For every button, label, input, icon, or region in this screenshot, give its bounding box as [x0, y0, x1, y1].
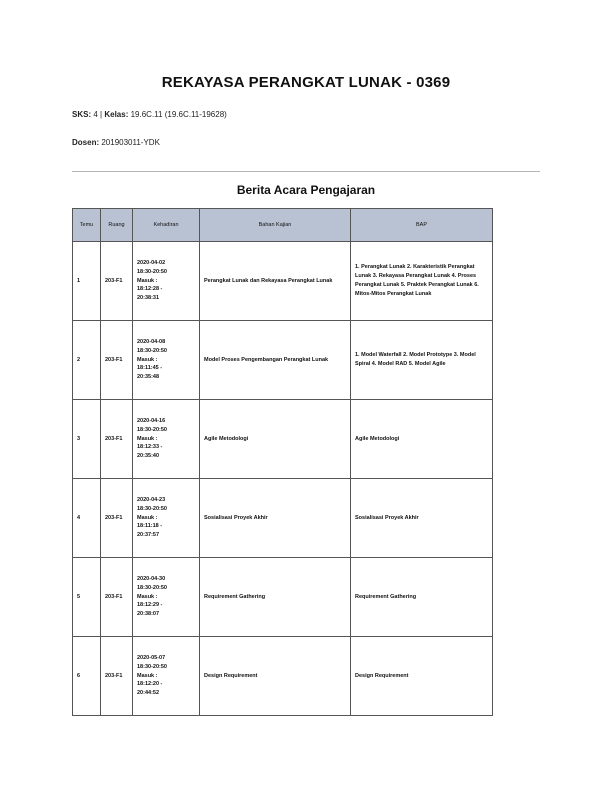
kehadiran-date: 2020-05-07 [137, 655, 166, 661]
dosen-value: 201903011-YDK [101, 138, 160, 147]
cell-ruang: 203-F1 [101, 400, 133, 479]
cell-temu: 2 [73, 321, 101, 400]
cell-temu: 3 [73, 400, 101, 479]
kehadiran-masuk-label: Masuk : [137, 277, 158, 284]
cell-bahan-kajian: Agile Metodologi [200, 400, 351, 479]
table-row [73, 242, 493, 321]
kehadiran-masuk: 18:11:18 - [137, 523, 163, 530]
kehadiran-masuk: 18:12:33 - [137, 444, 163, 451]
header-ruang: Ruang [101, 209, 133, 242]
kehadiran-masuk-label: Masuk : [137, 514, 158, 521]
kehadiran-date: 2020-04-23 [137, 497, 166, 503]
kehadiran-time: 18:30-20:50 [137, 347, 167, 354]
bap-table [72, 208, 493, 716]
kehadiran-masuk: 18:12:29 - [137, 602, 163, 609]
kelas-value: 19.6C.11 (19.6C.11-19628) [130, 110, 227, 119]
cell-kehadiran [133, 479, 200, 558]
header-kehadiran: Kehadiran [133, 209, 200, 242]
cell-temu: 6 [73, 637, 101, 716]
cell-bap: 1. Perangkat Lunak 2. Karakteristik Perangkat Lunak 3. Rekayasa Perangkat Lunak 4. Proses Perangkat Lunak 5. Praktek Perangkat Lunak 6. Mitos-Mitos Perangkat Lunak [351, 242, 493, 321]
kehadiran-date: 2020-04-08 [137, 339, 166, 345]
cell-bahan-kajian: Perangkat Lunak dan Rekayasa Perangkat Lunak [200, 242, 351, 321]
cell-temu: 4 [73, 479, 101, 558]
kehadiran-masuk-label: Masuk : [137, 435, 158, 442]
kehadiran-date: 2020-04-02 [137, 260, 166, 266]
kehadiran-keluar: 20:44:52 [137, 690, 160, 697]
cell-ruang: 203-F1 [101, 242, 133, 321]
kehadiran-date: 2020-04-30 [137, 576, 166, 582]
cell-bahan-kajian: Design Requirement [200, 637, 351, 716]
sks-label: SKS: [72, 110, 92, 119]
dosen-label: Dosen: [72, 138, 100, 147]
table-header-row [73, 209, 493, 242]
cell-temu: 1 [73, 242, 101, 321]
cell-bap: Sosialisasi Proyek Akhir [351, 479, 493, 558]
table-row [73, 558, 493, 637]
kehadiran-time: 18:30-20:50 [137, 426, 167, 433]
section-title: Berita Acara Pengajaran [236, 183, 376, 197]
kehadiran-time: 18:30-20:50 [137, 584, 167, 591]
kehadiran-keluar: 20:35:40 [137, 453, 160, 460]
kehadiran-keluar: 20:35:48 [137, 374, 160, 381]
cell-bap: 1. Model Waterfall 2. Model Prototype 3. Model Spiral 4. Model RAD 5. Model Agile [351, 321, 493, 400]
cell-ruang: 203-F1 [101, 321, 133, 400]
kehadiran-masuk: 18:12:28 - [137, 286, 163, 293]
cell-bap: Agile Metodologi [351, 400, 493, 479]
table-row [73, 321, 493, 400]
kehadiran-masuk-label: Masuk : [137, 593, 158, 600]
header-bap: BAP [351, 209, 493, 242]
divider [72, 171, 540, 172]
kehadiran-keluar: 20:37:57 [137, 532, 160, 539]
page-title: REKAYASA PERANGKAT LUNAK - 0369 [161, 74, 451, 91]
kehadiran-masuk: 18:11:45 - [137, 365, 163, 372]
cell-bahan-kajian: Requirement Gathering [200, 558, 351, 637]
cell-bahan-kajian: Sosialisasi Proyek Akhir [200, 479, 351, 558]
cell-kehadiran [133, 558, 200, 637]
kehadiran-time: 18:30-20:50 [137, 268, 167, 275]
cell-bahan-kajian: Model Proses Pengembangan Perangkat Lunak [200, 321, 351, 400]
cell-kehadiran [133, 637, 200, 716]
cell-ruang: 203-F1 [101, 479, 133, 558]
cell-bap: Requirement Gathering [351, 558, 493, 637]
cell-kehadiran [133, 400, 200, 479]
dosen-line [72, 138, 160, 147]
cell-ruang: 203-F1 [101, 637, 133, 716]
table-row [73, 479, 493, 558]
kehadiran-masuk-label: Masuk : [137, 356, 158, 363]
cell-kehadiran [133, 321, 200, 400]
cell-bap: Design Requirement [351, 637, 493, 716]
kehadiran-time: 18:30-20:50 [137, 663, 167, 670]
cell-ruang: 203-F1 [101, 558, 133, 637]
sks-kelas-line [72, 110, 227, 119]
header-bahan-kajian: Bahan Kajian [200, 209, 351, 242]
kelas-label: Kelas: [104, 110, 129, 119]
kehadiran-masuk-label: Masuk : [137, 672, 158, 679]
kehadiran-date: 2020-04-16 [137, 418, 166, 424]
kehadiran-masuk: 18:12:20 - [137, 681, 163, 688]
kehadiran-keluar: 20:38:07 [137, 611, 160, 618]
kehadiran-time: 18:30-20:50 [137, 505, 167, 512]
table-row [73, 400, 493, 479]
separator: | [100, 110, 103, 119]
kehadiran-keluar: 20:38:31 [137, 295, 160, 302]
header-temu: Temu [73, 209, 101, 242]
table-row [73, 637, 493, 716]
cell-kehadiran [133, 242, 200, 321]
cell-temu: 5 [73, 558, 101, 637]
sks-value: 4 [93, 110, 98, 119]
